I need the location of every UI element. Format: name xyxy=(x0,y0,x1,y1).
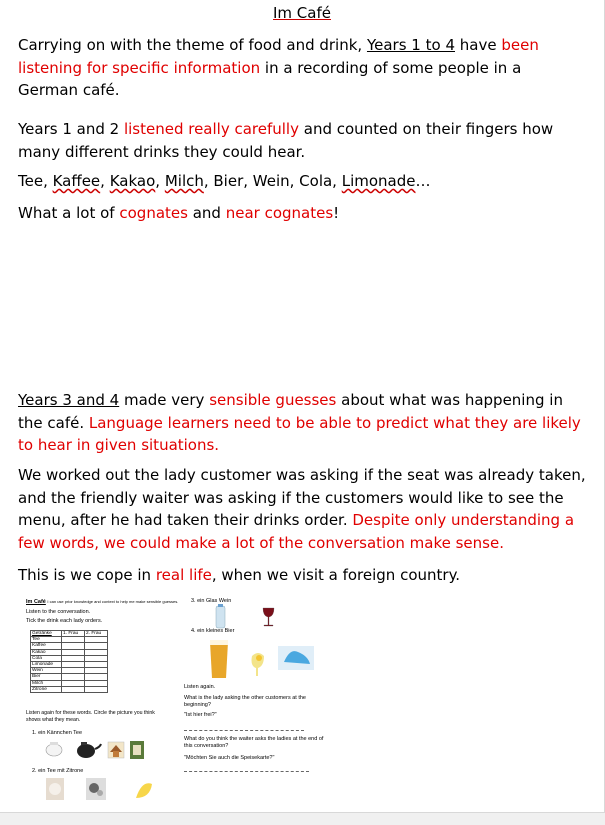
worksheet-question-2: What do you think the waiter asks the ladies at the end of this conversation? xyxy=(184,736,324,749)
answer-line-2 xyxy=(184,771,309,772)
years12-paragraph: Years 1 and 2 listened really carefully and counted on their fingers how many different drinks they could hear. xyxy=(18,120,554,161)
worksheet-quote-1: "Ist hier frei?" xyxy=(184,712,217,718)
worksheet-question-1: What is the lady asking the other customers at the beginning? xyxy=(184,695,306,708)
cope-paragraph: This is we cope in real life, when we visit a foreign country. xyxy=(18,566,461,584)
answer-line-1 xyxy=(184,730,304,731)
wine-pictures xyxy=(206,604,286,630)
cognates-paragraph: What a lot of cognates and near cognates! xyxy=(18,204,340,222)
worksheet-item-4: 4. ein kleines Bier xyxy=(191,628,235,634)
worked-paragraph: We worked out the lady customer was asking if the seat was already taken, and the friendly waiter was asking if the customers would like to see the menu, after he had taken their drinks order. Despite only understanding a few words, we could make a lot of the conversation make sense. xyxy=(18,466,586,552)
drinks-tick-table: Getränke 1. Frau 2. Frau Tee Kaffee Kakao Cola Limonade Wein Bier Milch Zitrone xyxy=(30,630,108,693)
lemon-tea-pictures xyxy=(46,776,156,802)
teapot-pictures xyxy=(44,738,144,760)
worksheet-tick: Tick the drink each lady orders. xyxy=(26,618,103,624)
page-title: Im Café xyxy=(273,4,331,22)
worksheet-listen-again: Listen again. xyxy=(184,684,216,690)
worksheet-item-2: 2. ein Tee mit Zitrone xyxy=(32,768,84,774)
worksheet-quote-2: "Möchten Sie auch die Speisekarte?" xyxy=(184,755,275,761)
intro-paragraph: Carrying on with the theme of food and drink, Years 1 to 4 have been listening for specific information in a recording of some people in a German café. xyxy=(18,36,539,99)
worksheet-item-1: 1. ein Kännchen Tee xyxy=(32,730,83,736)
worksheet-listen: Listen to the conversation. xyxy=(26,609,91,615)
worksheet-item-3: 3. ein Glas Wein xyxy=(191,598,232,604)
beer-pictures xyxy=(208,638,318,680)
years34-paragraph: Years 3 and 4 made very sensible guesses about what was happening in the café. Language learners need to be able to predict what they are likely to hear in given situations. xyxy=(18,391,581,454)
worksheet-image xyxy=(26,596,356,806)
worksheet-title: Im Café I can use prior knowledge and context to help me make sensible guesses. xyxy=(26,599,179,605)
drinks-list: Tee, Kaffee, Kakao, Milch, Bier, Wein, Cola, Limonade… xyxy=(18,172,431,190)
worksheet-listen-words: Listen again for these words. Circle the picture you think shows what they mean. xyxy=(26,710,155,723)
page-bottom-bar xyxy=(0,812,605,825)
